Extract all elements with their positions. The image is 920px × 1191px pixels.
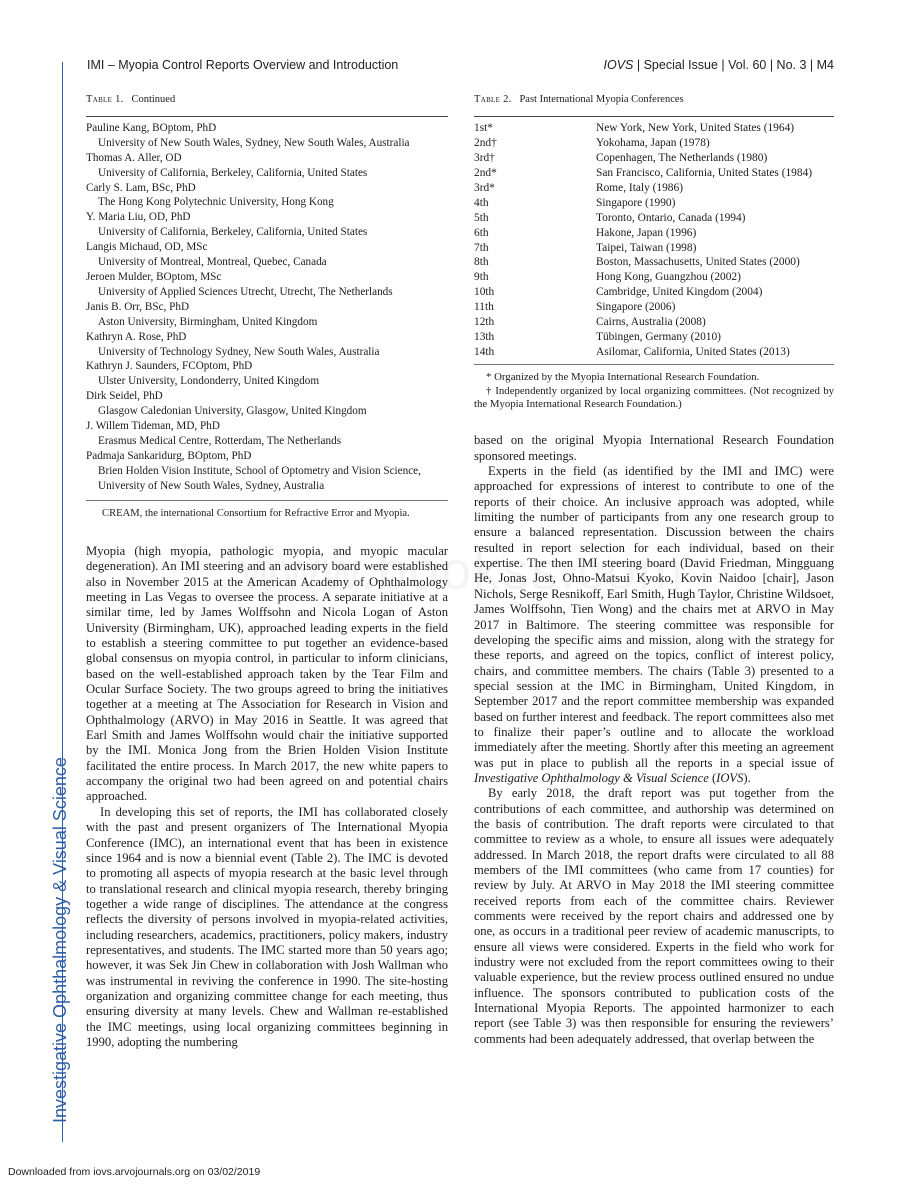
conference-table: [474, 121, 834, 360]
member-affiliation: Aston University, Birmingham, United Kingdom: [98, 315, 318, 328]
conference-ordinal: 13th: [474, 331, 495, 344]
table-row: [474, 211, 834, 226]
member-name: Jeroen Mulder, BOptom, MSc: [86, 270, 222, 283]
conference-location: San Francisco, California, United States (1984): [596, 166, 813, 179]
member-affiliation: University of Technology Sydney, New South Wales, Australia: [98, 345, 380, 358]
conference-location: Cambridge, United Kingdom (2004): [596, 286, 763, 299]
right-body-text: [474, 433, 834, 1047]
table-row: [474, 196, 834, 211]
journal-abbr: IOVS: [716, 770, 744, 785]
conference-location: Hong Kong, Guangzhou (2002): [596, 271, 741, 284]
body-text: (: [708, 770, 717, 785]
conference-location: Copenhagen, The Netherlands (1980): [596, 151, 768, 164]
conference-ordinal: 7th: [474, 241, 489, 254]
conference-ordinal: 1st*: [474, 121, 493, 134]
member-affiliation: University of California, Berkeley, California, United States: [98, 166, 368, 179]
conference-location: Taipei, Taiwan (1998): [596, 241, 697, 254]
left-body-text: [86, 544, 448, 1050]
member-name: Langis Michaud, OD, MSc: [86, 241, 208, 254]
table2-caption-text: Past International Myopia Conferences: [519, 94, 684, 105]
table-row: [474, 136, 834, 151]
table-row: [474, 181, 834, 196]
conference-location: New York, New York, United States (1964): [596, 121, 795, 134]
body-paragraph: [474, 464, 834, 786]
member-affiliation: University of Applied Sciences Utrecht, Utrecht, The Netherlands: [98, 285, 393, 298]
table1-member-list: [86, 117, 448, 500]
table-row: [474, 121, 834, 136]
member-name: Janis B. Orr, BSc, PhD: [86, 300, 190, 313]
conference-ordinal: 9th: [474, 271, 489, 284]
committee-member: [86, 359, 448, 389]
conference-location: Cairns, Australia (2008): [596, 316, 706, 329]
table-row: [474, 166, 834, 181]
member-affiliation: Ulster University, Londonderry, United Kingdom: [98, 375, 320, 388]
member-affiliation: University of New South Wales, Sydney, New South Wales, Australia: [98, 136, 410, 149]
conference-ordinal: 4th: [474, 196, 489, 209]
conference-location: Tübingen, Germany (2010): [596, 331, 721, 344]
committee-member: [86, 389, 448, 419]
committee-member: [86, 300, 448, 330]
conference-location: Asilomar, California, United States (2013): [596, 346, 790, 359]
conference-ordinal: 5th: [474, 211, 489, 224]
member-name: Padmaja Sankaridurg, BOptom, PhD: [86, 449, 252, 462]
committee-member: [86, 449, 448, 494]
body-paragraph: By early 2018, the draft report was put together from the contributions of each committee, and authorship was determined on the basis of contribution. The draft reports were circulated to that committee to review as a whole, to ensure all issues were adequately addressed. In March 2018, the report drafts were circulated to all 88 members of the IMI committees (who came from 17 counties) for review by July. At ARVO in May 2018 the IMI steering committee received reports from each of the committee chairs. Reviewer comments were received by the report chairs and addressed one by one, as occurs in a traditional peer review of academic manuscripts, to ensure all views were considered. Experts in the field who work for industry were not excluded from the report committees owing to their valuable experience, but the review process outlined ensured no undue influence. The sponsors contributed to publication costs of the International Myopia Reports. The appointed harmonizer to each report (see Table 3) was then responsible for ensuring the reviewers’ comments had been adequately addressed, that overlap between the: [474, 786, 834, 1046]
right-column: [474, 93, 834, 1047]
committee-member: [86, 270, 448, 300]
table2-footnote: † Independently organized by local organizing committees. (Not recognized by the Myopia International Research Foundation.): [474, 384, 834, 410]
table-row: [474, 300, 834, 315]
conference-location: Toronto, Ontario, Canada (1994): [596, 211, 746, 224]
conference-location: Boston, Massachusetts, United States (2000): [596, 256, 800, 269]
member-name: Pauline Kang, BOptom, PhD: [86, 121, 217, 134]
committee-member: [86, 181, 448, 211]
conference-ordinal: 11th: [474, 301, 494, 314]
table-row: [474, 270, 834, 285]
download-footer: Downloaded from iovs.arvojournals.org on 03/02/2019: [8, 1166, 261, 1178]
member-affiliation: University of Montreal, Montreal, Quebec, Canada: [98, 256, 327, 269]
conference-ordinal: 8th: [474, 256, 489, 269]
conference-location: Rome, Italy (1986): [596, 181, 683, 194]
body-text: Experts in the field (as identified by the IMI and IMC) were approached for expressions of interest to contribute to one of the reports of their choice. An inclusive approach was adopted, while limiting the number of participants from any one research group to ensure a balanced representation. Discussion between the chairs resulted in report selection for each individual, based on their expertise. The then IMI steering board (David Friedman, Mingguang He, Jonas Jost, Ohno-Matsui Kyoko, Kovin Naidoo [chair], Jason Nichols, Serge Resnikoff, Earl Smith, Hugh Taylor, Christine Wildsoet, James Wolffsohn, Tien Wong) and the chairs met at ARVO in May 2017 in Baltimore. The steering committee was responsible for developing the specific aims and mission, along with the strategy for these reports, and agreed on the topics, conflict of interest policy, chairs, and committee members. The chairs (Table 3) presented to a special session at the IMC in Birmingham, United Kingdom, in September 2017 and the report committee membership was expanded based on further interest and feedback. The report committees also met to finalize their paper’s outline and to allocate the workload immediately after the meeting. Shortly after this meeting an agreement was put in place to publish all the reports in a special issue of: [474, 464, 834, 770]
member-name: Thomas A. Aller, OD: [86, 151, 182, 164]
committee-member: [86, 210, 448, 240]
committee-member: [86, 419, 448, 449]
table-row: [474, 315, 834, 330]
conference-ordinal: 3rd*: [474, 181, 495, 194]
committee-member: [86, 121, 448, 151]
running-header-citation: [604, 58, 834, 72]
member-affiliation: University of California, Berkeley, California, United States: [98, 226, 368, 239]
table-row: [474, 330, 834, 345]
member-affiliation: The Hong Kong Polytechnic University, Hong Kong: [98, 196, 334, 209]
conference-ordinal: 2nd*: [474, 166, 497, 179]
table2-footnotes: [474, 365, 834, 411]
left-column: [86, 93, 448, 1050]
member-affiliation: Brien Holden Vision Institute, School of Optometry and Vision Science, University of New South Wales, Sydney, Australia: [98, 464, 421, 492]
table-row: [474, 345, 834, 360]
member-name: Dirk Seidel, PhD: [86, 390, 163, 403]
table-row: [474, 241, 834, 256]
conference-location: Singapore (1990): [596, 196, 676, 209]
table2-top-rule: [474, 116, 834, 117]
body-paragraph: based on the original Myopia International Research Foundation sponsored meetings.: [474, 433, 834, 463]
conference-ordinal: 12th: [474, 316, 495, 329]
table2-caption: [474, 93, 834, 108]
table1-note: CREAM, the international Consortium for Refractive Error and Myopia.: [102, 507, 410, 519]
table1-label: Table 1.: [86, 94, 124, 105]
body-text: ).: [743, 770, 751, 785]
table1-caption: [86, 93, 448, 108]
table-row: [474, 285, 834, 300]
committee-member: [86, 240, 448, 270]
running-header-title: IMI – Myopia Control Reports Overview and Introduction: [87, 58, 399, 72]
body-paragraph: Myopia (high myopia, pathologic myopia, and myopic macular degeneration). An IMI steering and an advisory board were established also in November 2015 at the American Academy of Ophthalmology meeting in Las Vegas to oversee the process. A separate initiative at a similar time, led by James Wolffsohn and Nicola Logan of Aston University (Birmingham, UK), approached leading experts in the field to establish a steering committee to put together an evidence-based global consensus on myopia control, in particular to inform clinicians, based on the well-established approach taken by the Tear Film and Ocular Surface Society. The two groups agreed to bring the initiatives together at a meeting at The Association for Research in Vision and Ophthalmology (ARVO) in May 2016 in Seattle. It was agreed that Earl Smith and James Wolffsohn would chair the initiative supported by the IMI. Monica Jong from the Brien Holden Vision Institute facilitated the entire process. In March 2017, the new white papers to accompany the original two had been agreed on and potential chairs approached.: [86, 543, 448, 804]
member-name: J. Willem Tideman, MD, PhD: [86, 420, 220, 433]
member-affiliation: Erasmus Medical Centre, Rotterdam, The Netherlands: [98, 434, 342, 447]
journal-abbr: IOVS: [603, 58, 634, 72]
conference-ordinal: 3rd†: [474, 151, 495, 164]
conference-ordinal: 6th: [474, 226, 489, 239]
conference-location: Singapore (2006): [596, 301, 676, 314]
member-name: Kathryn J. Saunders, FCOptom, PhD: [86, 360, 253, 373]
conference-ordinal: 10th: [474, 286, 495, 299]
conference-ordinal: 14th: [474, 346, 495, 359]
table-row: [474, 151, 834, 166]
table2-footnote: * Organized by the Myopia International Research Foundation.: [486, 371, 760, 384]
journal-name: Investigative Ophthalmology & Visual Science: [474, 770, 709, 785]
member-name: Kathryn A. Rose, PhD: [86, 330, 187, 343]
member-name: Y. Maria Liu, OD, PhD: [86, 211, 191, 224]
conference-ordinal: 2nd†: [474, 136, 497, 149]
member-name: Carly S. Lam, BSc, PhD: [86, 181, 196, 194]
conference-location: Hakone, Japan (1996): [596, 226, 697, 239]
committee-member: [86, 330, 448, 360]
table-row: [474, 255, 834, 270]
body-paragraph: In developing this set of reports, the IMI has collaborated closely with the past and present organizers of The International Myopia Conference (IMC), an international event that has been in existence since 1964 and is now a biennial event (Table 2). The IMC is devoted to promoting all aspects of myopia research at the basic level through to translational research and clinical myopia research, thereby bringing together a wide range of disciplines. The attendance at the congress reflects the diversity of persons involved in myopia-related activities, including researchers, academics, practitioners, policy makers, industry representatives, and students. The IMC started more than 50 years ago; however, it was Sek Jin Chew in collaboration with Josh Wallman who was instrumental in reviving the conference in 1990. The site-hosting organization and organizing committee change for each meeting, thus ensuring diversity at many levels. Chew and Wallman re-established the IMC meetings, using local organizing committees beginning in 1990, adopting the numbering: [86, 804, 448, 1049]
conference-location: Yokohama, Japan (1978): [596, 136, 710, 149]
table1-caption-text: Continued: [131, 94, 176, 105]
journal-sidebar-title: Investigative Ophthalmology & Visual Science: [50, 757, 70, 1123]
issue-info: | Special Issue | Vol. 60 | No. 3 | M4: [636, 58, 834, 72]
table-row: [474, 226, 834, 241]
member-affiliation: Glasgow Caledonian University, Glasgow, United Kingdom: [98, 405, 367, 418]
committee-member: [86, 151, 448, 181]
table2-label: Table 2.: [474, 94, 512, 105]
